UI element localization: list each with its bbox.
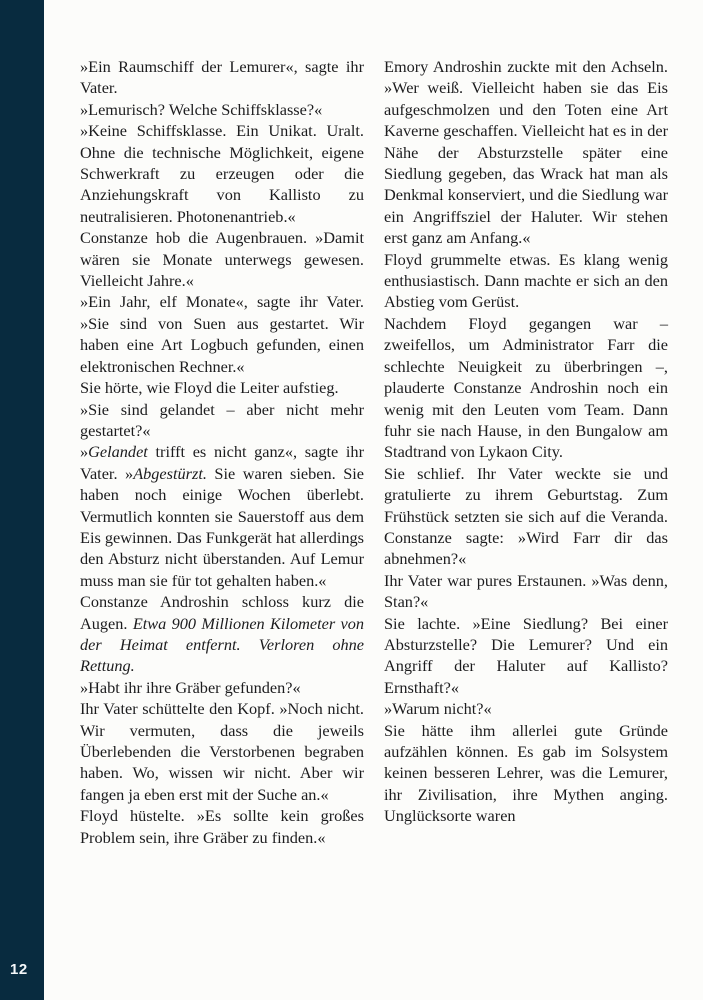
text-run: Sie waren sieben. Sie haben noch einige Wochen überlebt. Vermutlich konnten sie Sauerstoff aus dem Eis gewinnen. Das Funkgerät hat allerdings den Absturz nicht überstanden. Auf Lemur muss man sie für tot gehalten haben.« <box>80 463 365 590</box>
text-run: Floyd hüstelte. »Es sollte kein großes Problem sein, ihre Gräber zu finden.« <box>80 806 364 847</box>
page-text <box>80 56 668 848</box>
paragraph <box>80 805 364 848</box>
text-run: »Warum nicht?« <box>384 699 492 719</box>
paragraph <box>384 56 668 249</box>
paragraph <box>80 441 364 591</box>
text-column-right <box>384 56 668 848</box>
text-run: Constanze hob die Augenbrauen. »Damit wären sie Monate unterwegs gewesen. Vielleicht Jahre.« <box>80 228 364 291</box>
italic-text-run: Gelandet <box>88 442 148 462</box>
paragraph <box>384 698 668 719</box>
paragraph <box>384 313 668 463</box>
text-run: trifft es nicht ganz«, sagte ihr Vater. » <box>80 442 364 483</box>
paragraph <box>384 249 668 313</box>
text-run: Emory Androshin zuckte mit den Achseln. »Wer weiß. Vielleicht haben sie das Eis aufgeschmolzen und den Toten eine Art Kaverne geschaffen. Vielleicht hat es in der Nähe der Absturzstelle später eine Siedlung gegeben, das Wrack hat man als Denkmal konserviert, und die Siedlung war ein Angriffsziel der Haluter. Wir stehen erst ganz am Anfang.« <box>384 57 668 248</box>
paragraph <box>384 463 668 570</box>
italic-text-run: Etwa 900 Millionen Kilometer von der Heimat entfernt. Verloren ohne Rettung. <box>80 613 365 676</box>
text-run: Ihr Vater war pures Erstaunen. »Was denn, Stan?« <box>384 570 668 612</box>
text-run: Constanze Androshin schloss kurz die Augen. <box>80 592 364 633</box>
text-run: »Keine Schiffsklasse. Ein Unikat. Uralt. Ohne die technische Möglichkeit, eigene Schwerkraft zu erzeugen oder die Anziehungskraft von Kallisto zu neutralisieren. Photonenantrieb.« <box>80 121 364 226</box>
text-run: Sie hätte ihm allerlei gute Gründe aufzählen können. Es gab im Solsystem keinen besseren Lehrer, was die Lemurer, ihr Zivilisation, ihre Mythen anging. Unglücksorte waren <box>384 720 668 826</box>
paragraph <box>80 56 364 99</box>
paragraph <box>384 613 668 699</box>
paragraph <box>384 570 668 613</box>
text-run: Ihr Vater schüttelte den Kopf. »Noch nicht. Wir vermuten, dass die jeweils Überlebenden die Verstorbenen begraben haben. Wo, wissen wir nicht. Aber wir fangen ja eben erst mit der Suche an.« <box>80 699 364 804</box>
paragraph <box>80 291 364 377</box>
text-run: Floyd grummelte etwas. Es klang wenig enthusiastisch. Dann machte er sich an den Abstieg vom Gerüst. <box>384 249 668 312</box>
text-run: »Ein Jahr, elf Monate«, sagte ihr Vater. »Sie sind von Suen aus gestartet. Wir haben eine Art Logbuch gefunden, einen elektronischen Rechner.« <box>80 292 364 376</box>
paragraph <box>80 591 364 677</box>
page-number: 12 <box>10 961 28 978</box>
book-spine-strip <box>0 0 44 1000</box>
paragraph <box>80 677 364 698</box>
text-column-left <box>80 56 364 848</box>
text-run: Sie hörte, wie Floyd die Leiter aufstieg. <box>80 378 339 398</box>
text-run: »Sie sind gelandet – aber nicht mehr gestartet?« <box>80 399 364 440</box>
paragraph <box>80 99 364 120</box>
paragraph <box>80 120 364 227</box>
text-run: Sie schlief. Ihr Vater weckte sie und gratulierte zu ihrem Geburtstag. Zum Frühstück setzten sie sich auf die Veranda. Constanze sagte: »Wird Farr dir das abnehmen?« <box>384 463 668 569</box>
italic-text-run: Abgestürzt. <box>133 463 207 483</box>
paragraph <box>384 720 668 827</box>
text-run: »Habt ihr ihre Gräber gefunden?« <box>80 677 301 697</box>
text-run: Sie lachte. »Eine Siedlung? Bei einer Absturzstelle? Die Lemurer? Und ein Angriff der Haluter auf Kallisto? Ernsthaft?« <box>384 613 668 697</box>
text-run: » <box>80 442 89 462</box>
paragraph <box>80 377 364 398</box>
text-run: »Ein Raumschiff der Lemurer«, sagte ihr Vater. <box>80 57 364 98</box>
text-run: Nachdem Floyd gegangen war – zweifellos, um Administrator Farr die schlechte Neuigkeit zu überbringen –, plauderte Constanze Androshin noch ein wenig mit den Leuten vom Team. Dann fuhr sie nach Hause, in den Bungalow am Stadtrand von Lykaon City. <box>384 313 668 462</box>
paragraph <box>80 227 364 291</box>
text-run: »Lemurisch? Welche Schiffsklasse?« <box>80 99 323 119</box>
paragraph <box>80 698 364 805</box>
paragraph <box>80 399 364 442</box>
